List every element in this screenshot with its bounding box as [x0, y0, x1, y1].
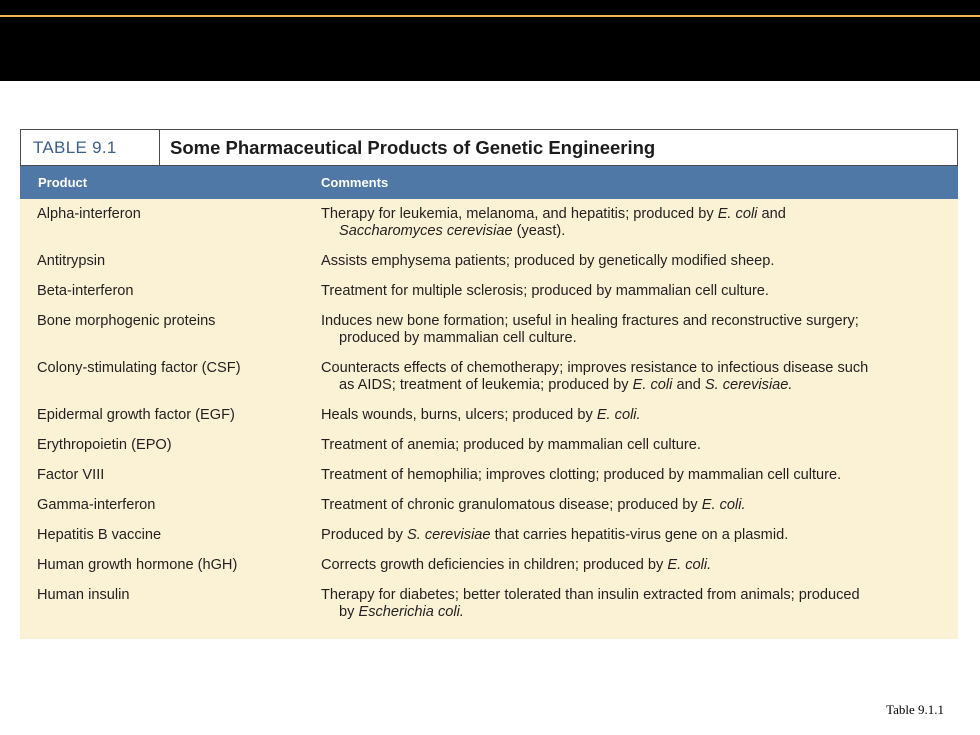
table-row — [20, 464, 958, 494]
species-name: Saccharomyces cerevisiae — [339, 223, 513, 239]
product-cell: Erythropoietin (EPO) — [37, 437, 172, 453]
comment-text: as AIDS; treatment of leukemia; produced by — [339, 377, 633, 393]
species-name: E. coli — [632, 377, 673, 393]
comment-line — [321, 313, 859, 329]
comment-text: Treatment for multiple sclerosis; produced by mammalian cell culture. — [321, 283, 769, 299]
comment-line — [321, 223, 940, 240]
comment-line — [321, 377, 940, 394]
species-name: S. cerevisiae. — [704, 377, 793, 393]
table-row — [20, 494, 958, 524]
comment-text: and — [672, 377, 705, 393]
comment-text: Counteracts effects of chemotherapy; improves resistance to infectious disease such — [321, 360, 869, 376]
comment-line — [321, 587, 860, 603]
slide-label: Table 9.1.1 — [886, 702, 944, 717]
comments-cell — [303, 360, 958, 394]
product-cell: Bone morphogenic proteins — [37, 313, 216, 329]
comments-cell — [303, 557, 958, 574]
comment-text: produced by mammalian cell culture. — [339, 330, 577, 346]
comment-text: Assists emphysema patients; produced by genetically modified sheep. — [321, 253, 775, 269]
product-cell: Epidermal growth factor (EGF) — [37, 407, 235, 423]
comments-cell — [303, 587, 958, 621]
comment-text: Treatment of hemophilia; improves clotting; produced by mammalian cell culture. — [321, 467, 842, 483]
table-row — [20, 203, 958, 250]
accent-line — [0, 15, 980, 17]
comment-line — [321, 557, 711, 573]
comment-text: (yeast). — [512, 223, 566, 239]
comment-text: Produced by — [321, 527, 407, 543]
comments-cell — [303, 253, 958, 270]
comments-cell — [303, 313, 958, 347]
product-cell: Hepatitis B vaccine — [37, 527, 162, 543]
table-row — [20, 554, 958, 584]
comment-line — [321, 253, 774, 269]
species-name: E. coli. — [596, 407, 641, 423]
comment-line — [321, 330, 940, 347]
comment-line — [321, 497, 746, 513]
table-row — [20, 524, 958, 554]
product-cell: Antitrypsin — [37, 253, 106, 269]
table-row — [20, 434, 958, 464]
table-header-row — [20, 166, 958, 199]
comment-line — [321, 604, 940, 621]
table-body — [20, 199, 958, 639]
comment-text: Therapy for leukemia, melanoma, and hepatitis; produced by — [321, 206, 718, 222]
product-cell: Gamma-interferon — [37, 497, 156, 513]
product-cell: Human growth hormone (hGH) — [37, 557, 238, 573]
comment-text: Heals wounds, burns, ulcers; produced by — [321, 407, 597, 423]
header-comments: Comments — [321, 175, 389, 190]
species-name: E. coli. — [667, 557, 712, 573]
comment-text: that carries hepatitis-virus gene on a plasmid. — [490, 527, 789, 543]
comments-cell — [303, 467, 958, 484]
comment-line — [321, 360, 868, 376]
table-row — [20, 310, 958, 357]
table-number: TABLE 9.1 — [21, 130, 160, 165]
table-row — [20, 357, 958, 404]
comments-cell — [303, 407, 958, 424]
comment-line — [321, 527, 788, 543]
species-name: Escherichia coli. — [358, 604, 464, 620]
table-row — [20, 250, 958, 280]
pharma-table — [20, 129, 958, 639]
product-cell: Beta-interferon — [37, 283, 134, 299]
header-product: Product — [38, 175, 88, 190]
comment-text: Treatment of anemia; produced by mammalian cell culture. — [321, 437, 701, 453]
species-name: E. coli — [717, 206, 758, 222]
comments-cell — [303, 206, 958, 240]
table-caption — [20, 129, 958, 166]
comment-text: Treatment of chronic granulomatous disease; produced by — [321, 497, 702, 513]
comment-line — [321, 283, 769, 299]
product-cell: Colony-stimulating factor (CSF) — [37, 360, 241, 376]
product-cell: Alpha-interferon — [37, 206, 141, 222]
comment-text: by — [339, 604, 359, 620]
comment-text: Therapy for diabetes; better tolerated than insulin extracted from animals; produced — [321, 587, 860, 603]
comment-line — [321, 467, 841, 483]
table-row — [20, 584, 958, 631]
table-row — [20, 280, 958, 310]
comments-cell — [303, 437, 958, 454]
top-banner — [0, 0, 980, 81]
table-title: Some Pharmaceutical Products of Genetic Engineering — [170, 136, 656, 158]
comments-cell — [303, 497, 958, 514]
comments-cell — [303, 283, 958, 300]
comment-text: and — [757, 206, 786, 222]
product-cell: Factor VIII — [37, 467, 105, 483]
species-name: E. coli. — [701, 497, 746, 513]
comment-text: Induces new bone formation; useful in healing fractures and reconstructive surgery; — [321, 313, 859, 329]
comment-line — [321, 206, 786, 222]
table-row — [20, 404, 958, 434]
comment-line — [321, 407, 641, 423]
comments-cell — [303, 527, 958, 544]
comment-line — [321, 437, 701, 453]
product-cell: Human insulin — [37, 587, 130, 603]
comment-text: Corrects growth deficiencies in children; produced by — [321, 557, 668, 573]
species-name: S. cerevisiae — [407, 527, 491, 543]
